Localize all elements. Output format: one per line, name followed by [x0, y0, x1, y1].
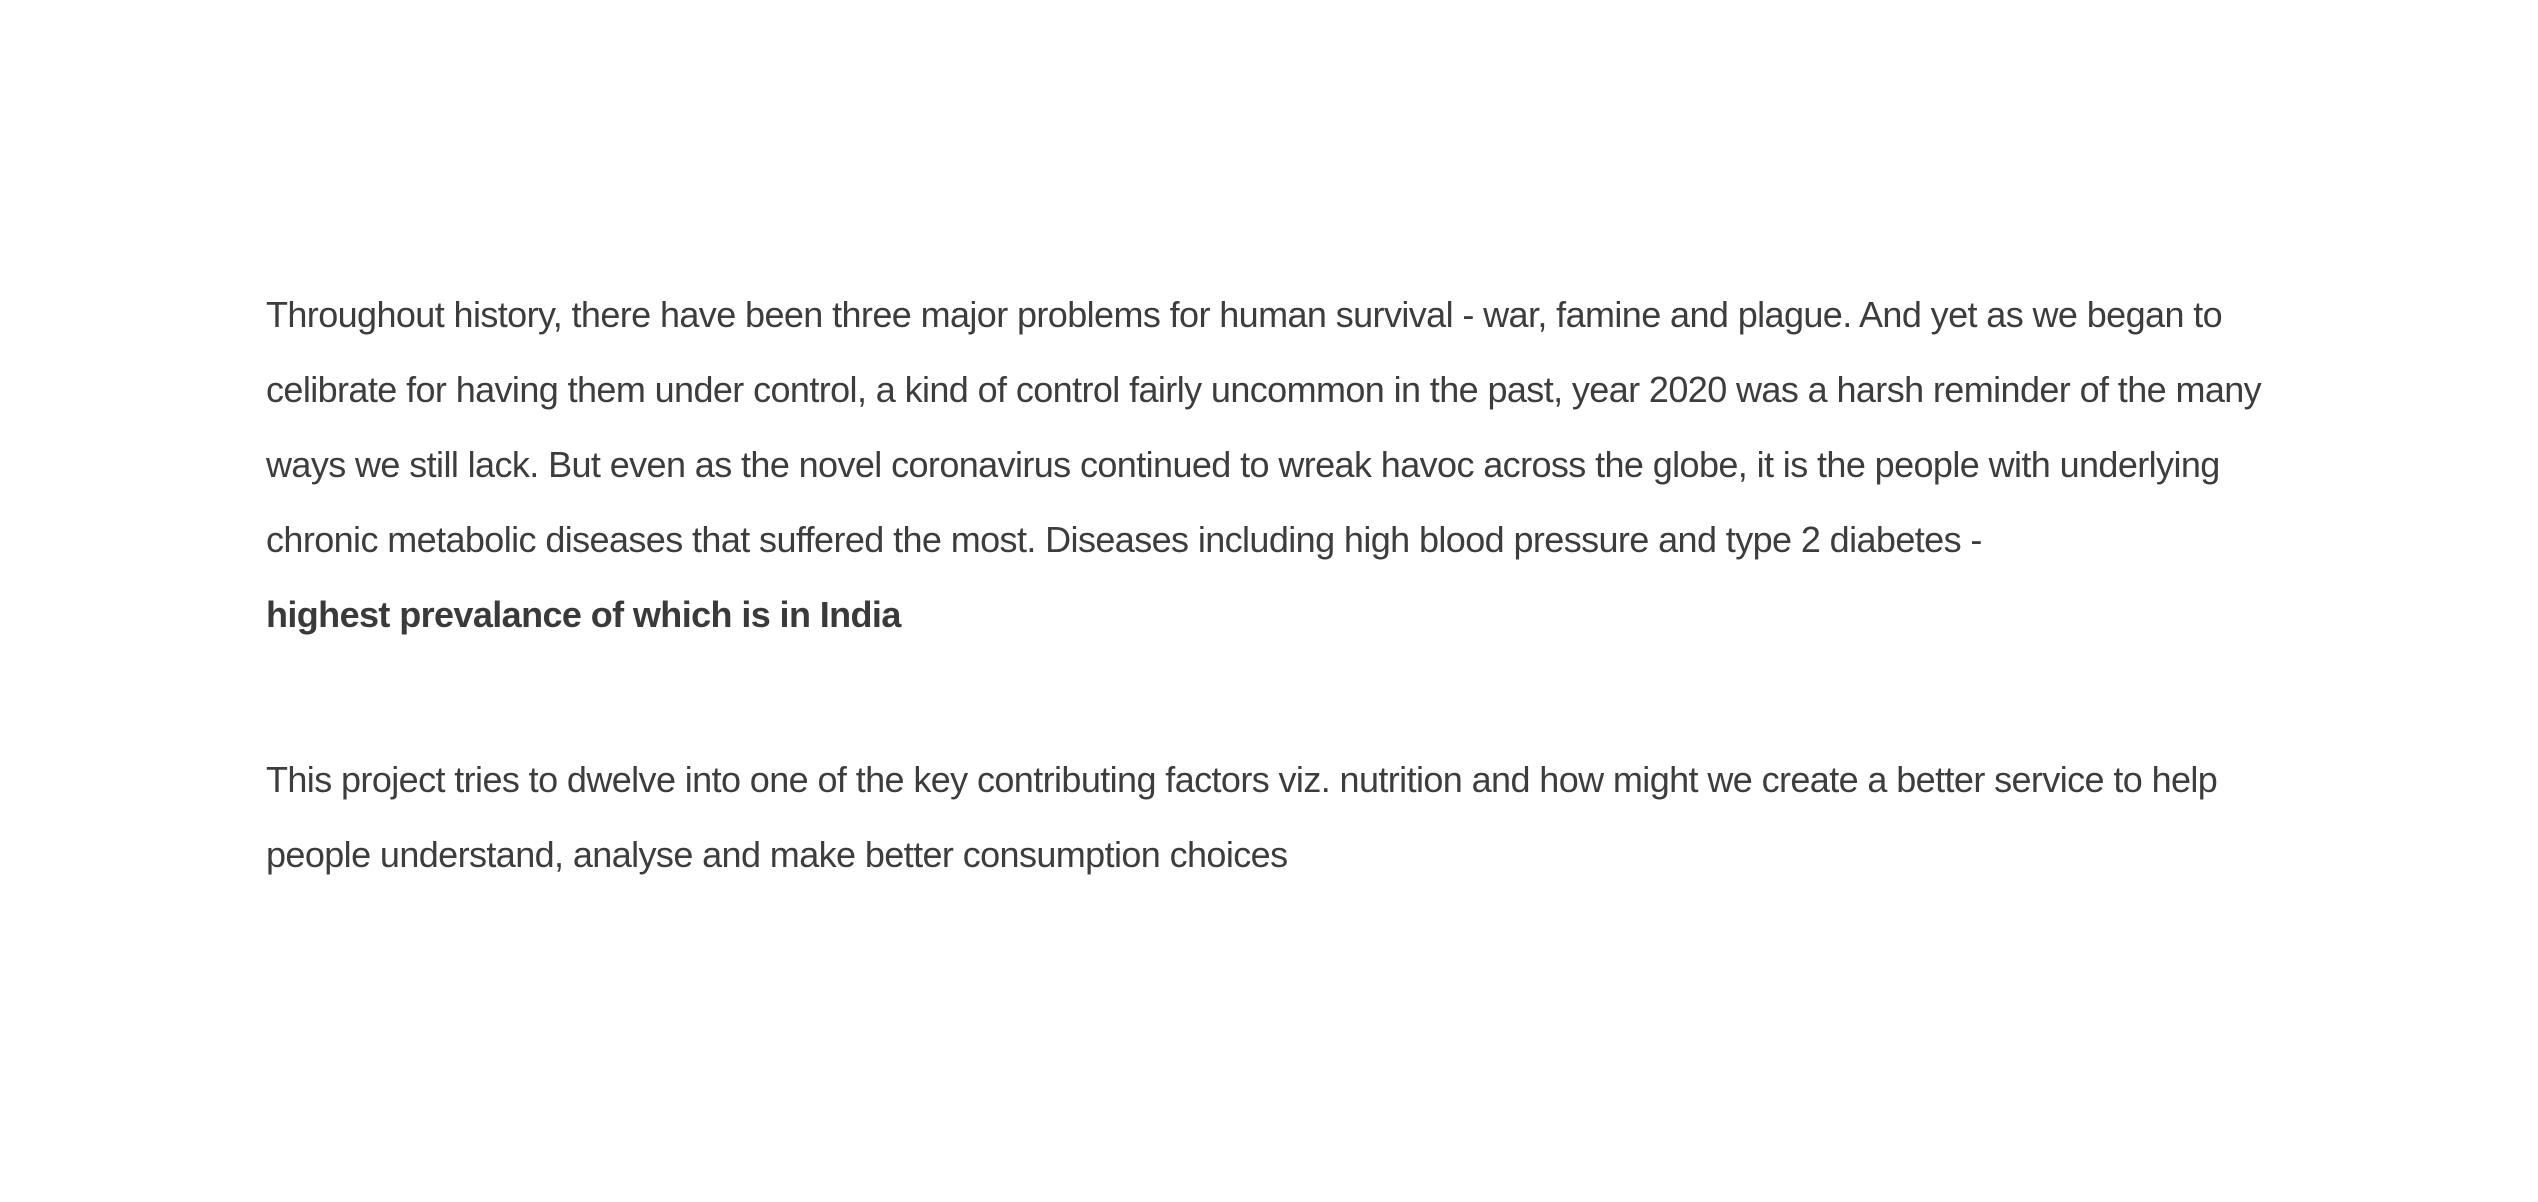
intro-paragraph-1-emphasis: highest prevalance of which is in India — [266, 594, 901, 635]
intro-paragraph-2-text: This project tries to dwelve into one of the key contributing factors viz. nutrition and how might we create a better service to help people understand, analyse and make better consumption choices — [266, 759, 2218, 875]
intro-paragraph-2 — [266, 742, 2296, 892]
intro-paragraph-1-text: Throughout history, there have been three major problems for human survival - war, famine and plague. And yet as we began to celibrate for having them under control, a kind of control fairly uncommon in the past, year 2020 was a harsh reminder of the many ways we still lack. But even as the novel coronavirus continued to wreak havoc across the globe, it is the people with underlying chronic metabolic diseases that suffered the most. Diseases including high blood pressure and type 2 diabetes - — [266, 294, 2262, 560]
intro-section — [266, 277, 2296, 892]
intro-paragraph-1 — [266, 277, 2296, 652]
